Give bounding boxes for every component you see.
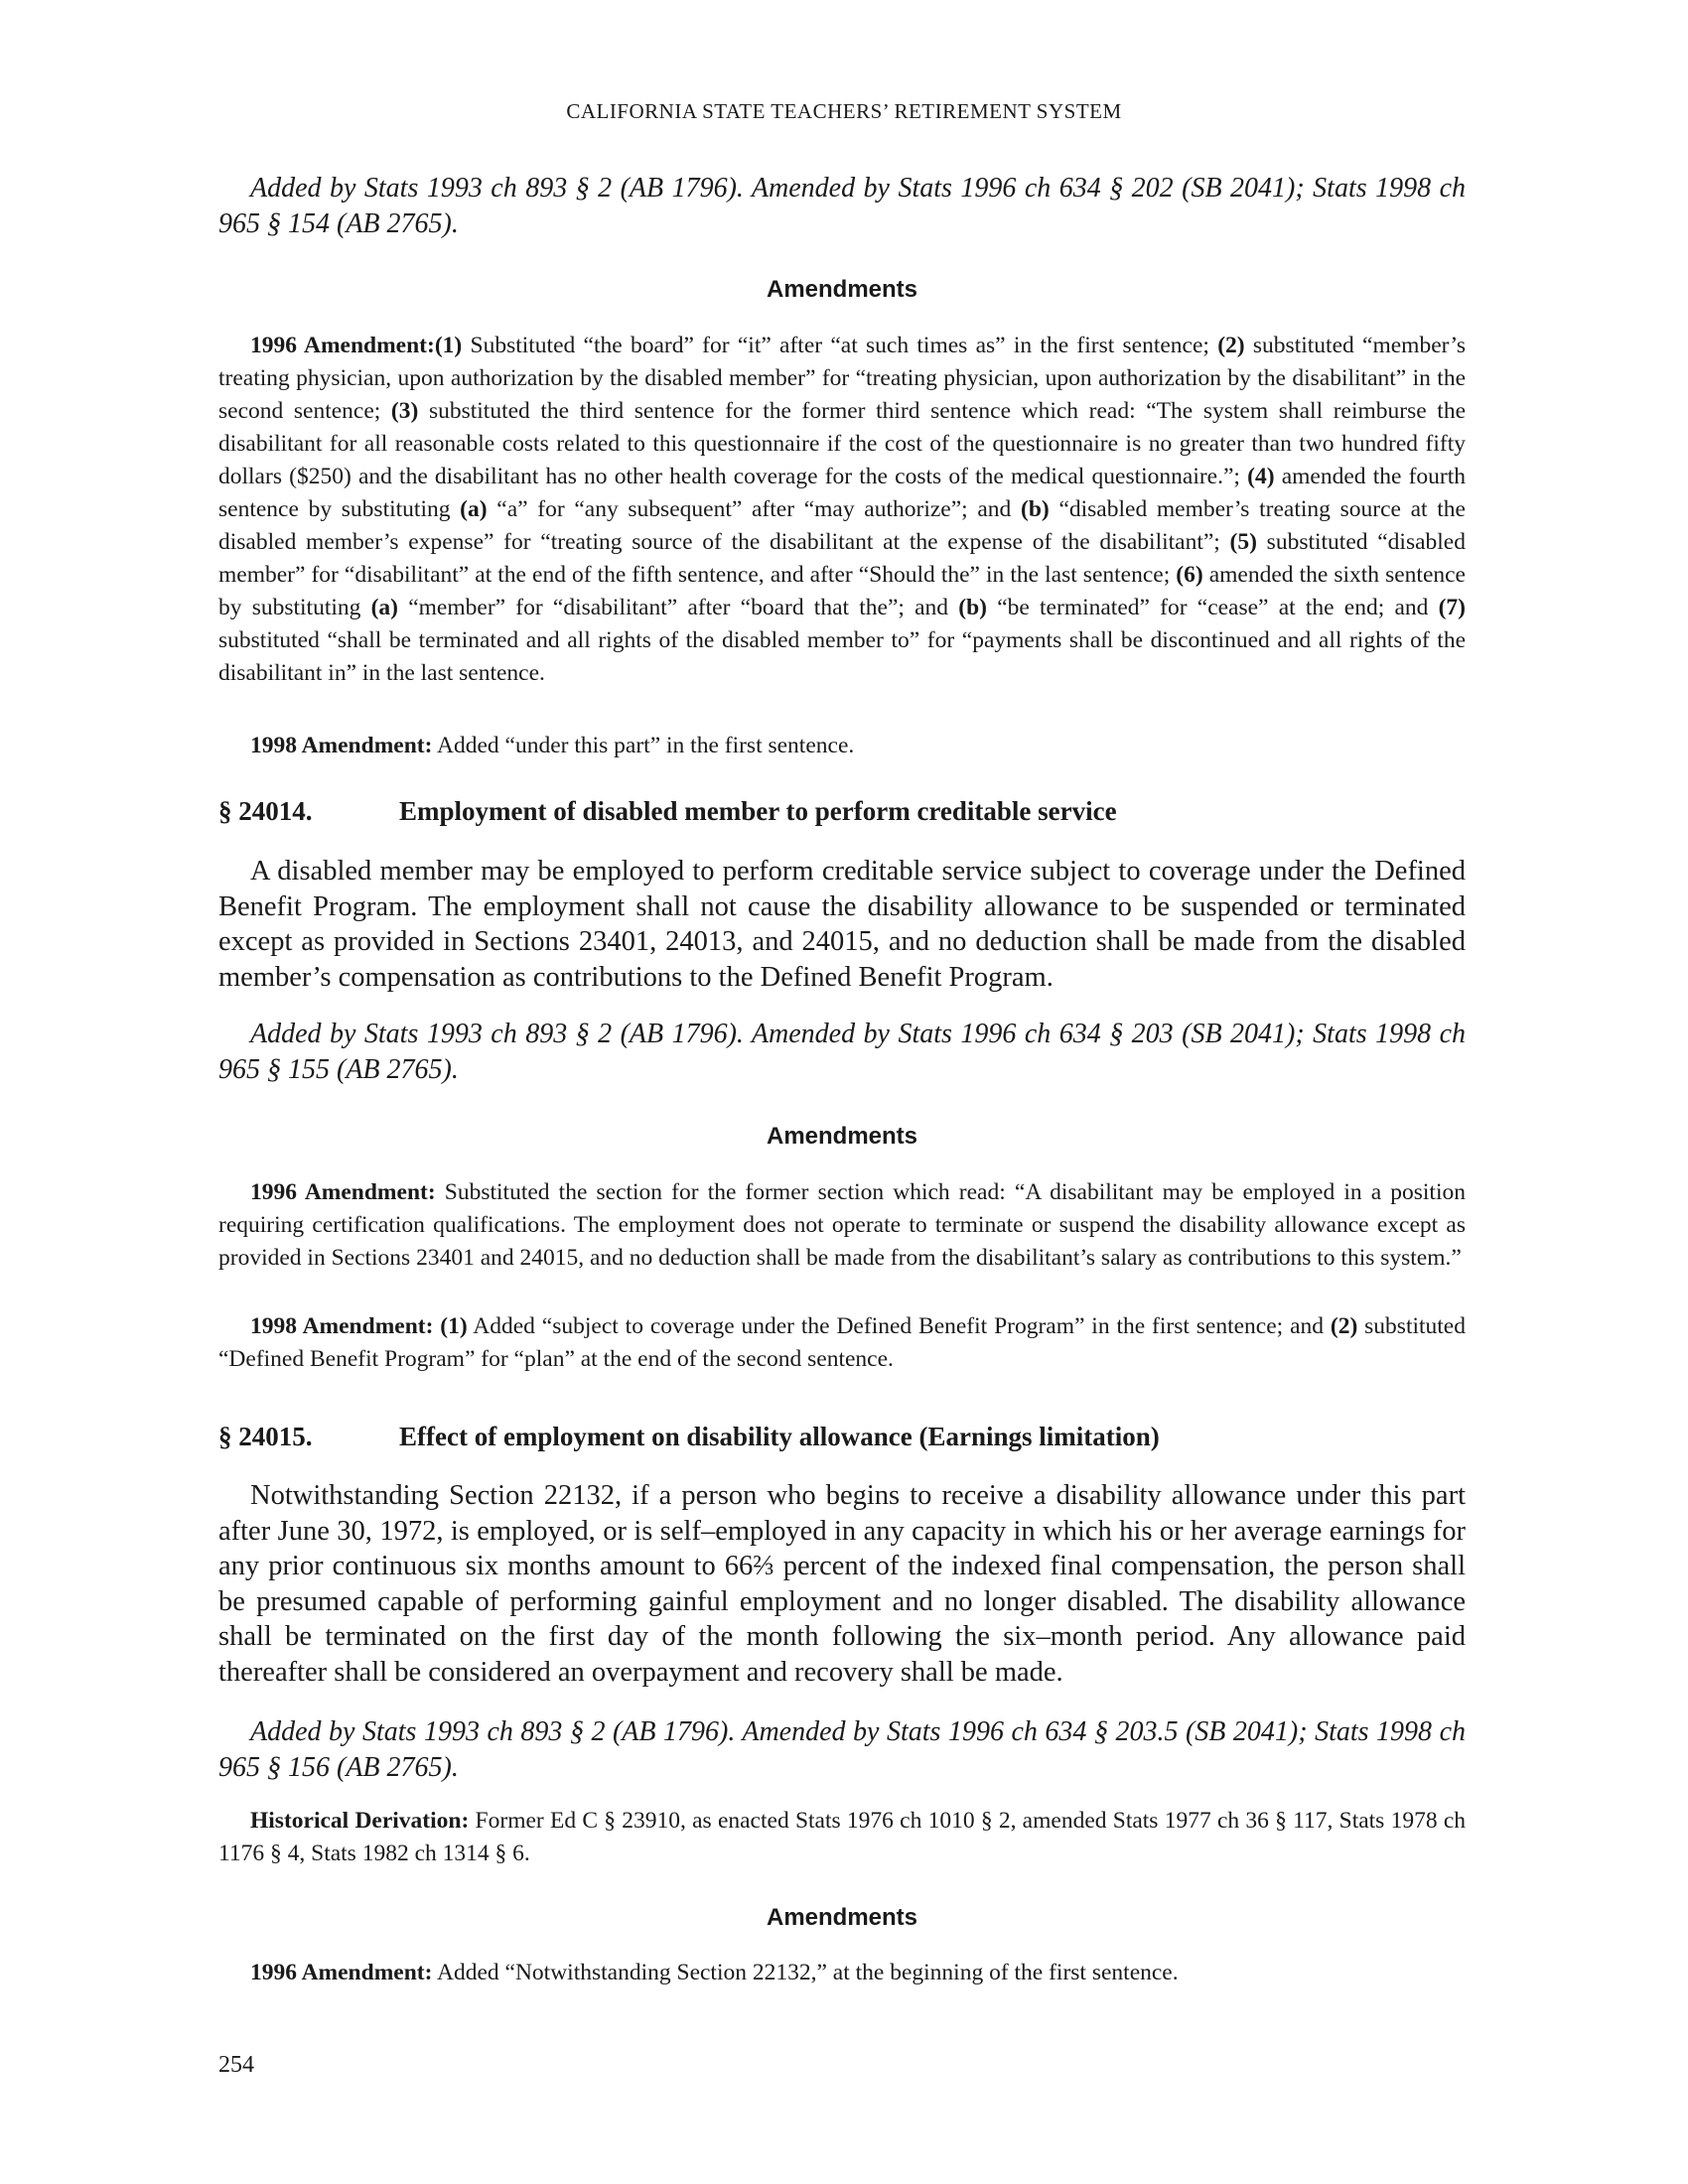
section-heading-24015 <box>218 1422 1466 1452</box>
enumerator: (b) <box>958 595 987 620</box>
section-body-24015: Notwithstanding Section 22132, if a person who begins to receive a disability allowance under this part after June 30, 1972, is employed, or is self–employed in any capacity in which his or her average earnings for any prior continuous six months amount to 66⅔ percent of the indexed final compensation, the person shall be presumed capable of performing gainful employment and no longer disabled. The disability allowance shall be terminated on the first day of the month following the six–month period. Any allowance paid thereafter shall be considered an overpayment and recovery shall be made. <box>218 1480 1466 1688</box>
enumerator: (2) <box>1217 333 1245 358</box>
enumerator: (7) <box>1438 595 1466 620</box>
amendment-text: (1) Added “subject to coverage under the Defined Benefit Program” in the first sentence; and (2) substituted “Defined Benefit Program” for “plan” at the end of the second sentence. <box>218 1313 1466 1372</box>
amendment-label: 1998 Amendment: <box>250 1313 434 1339</box>
running-head: CALIFORNIA STATE TEACHERS’ RETIREMENT SYSTEM <box>566 99 1122 123</box>
amendments-heading: Amendments <box>766 1904 918 1931</box>
page-number: 254 <box>218 2052 254 2078</box>
amendment-text: (1) Substituted “the board” for “it” after “at such times as” in the first sentence; (2) substituted “member’s treating physician, upon authorization by the disabled member” for “treating physician, upon authorization by the disabilitant” in the second sentence; (3) substituted the third sentence for the former third sentence which read: “The system shall reimburse the disabilitant for all reasonable costs related to this questionnaire if the cost of the questionnaire is no greater than two hundred fifty dollars ($250) and the disabilitant has no other health coverage for the costs of the medical questionnaire.”; (4) amended the fourth sentence by substituting (a) “a” for “any subsequent” after “may authorize”; and (b) “disabled member’s treating source at the disabled member’s expense” for “treating source of the disabilitant at the expense of the disabilitant”; (5) substituted “disabled member” for “disabilitant” at the end of the fifth sentence, and after “Should the” in the last sentence; (6) amended the sixth sentence by substituting (a) “member” for “disabilitant” after “board that the”; and (b) “be terminated” for “cease” at the end; and (7) substituted “shall be terminated and all rights of the disabled member to” for “payments shall be discontinued and all rights of the disabilitant in” in the last sentence. <box>218 333 1467 686</box>
amendments-heading: Amendments <box>766 1123 918 1150</box>
enumerator: (1) <box>434 333 463 358</box>
amendment-1998 <box>218 730 1466 762</box>
amendment-label: 1996 Amendment: <box>250 1179 436 1205</box>
historical-label: Historical Derivation: <box>250 1808 470 1834</box>
historical-derivation <box>218 1805 1466 1870</box>
enumerator: (a) <box>370 595 399 620</box>
citation-24014: Added by Stats 1993 ch 893 § 2 (AB 1796). Amended by Stats 1996 ch 634 § 203 (SB 2041); Stats 1998 ch 965 § 155 (AB 2765). <box>218 1019 1466 1085</box>
historical-text: Former Ed C § 23910, as enacted Stats 1976 ch 1010 § 2, amended Stats 1977 ch 36 § 117, Stats 1978 ch 1176 § 4, Stats 1982 ch 1314 § 6. <box>218 1808 1466 1866</box>
enumerator: (b) <box>1021 496 1050 522</box>
section-heading-24014 <box>218 796 1466 827</box>
section-number: § 24014. <box>218 796 313 826</box>
amendment-text: Substituted the section for the former section which read: “A disabilitant may be employed in a position requiring certification qualifications. The employment does not operate to terminate or suspend the disability allowance except as provided in Sections 23401 and 24015, and no deduction shall be made from the disabilitant’s salary as contributions to this system.” <box>218 1179 1466 1271</box>
enumerator: (1) <box>440 1313 468 1339</box>
enumerator: (a) <box>460 496 488 522</box>
amendment-text: Added “Notwithstanding Section 22132,” at the beginning of the first sentence. <box>432 1960 1179 1985</box>
amendment-label: 1996 Amendment: <box>250 1960 433 1985</box>
section-title: Employment of disabled member to perform creditable service <box>399 796 1117 826</box>
amendment-1996 <box>218 1957 1466 1989</box>
enumerator: (5) <box>1229 529 1257 555</box>
amendment-label: 1996 Amendment: <box>250 333 435 358</box>
section-title: Effect of employment on disability allowance (Earnings limitation) <box>399 1422 1160 1451</box>
section-number: § 24015. <box>218 1422 313 1451</box>
enumerator: (4) <box>1247 464 1275 489</box>
enumerator: (2) <box>1330 1313 1358 1339</box>
section-body-24014: A disabled member may be employed to perform creditable service subject to coverage under the Defined Benefit Program. The employment shall not cause the disability allowance to be suspended or terminated except as provided in Sections 23401, 24013, and 24015, and no deduction shall be made from the disabled member’s compensation as contributions to the Defined Benefit Program. <box>218 856 1466 993</box>
enumerator: (6) <box>1176 562 1203 588</box>
amendment-1996 <box>218 1176 1466 1275</box>
amendment-label: 1998 Amendment: <box>250 733 433 758</box>
citation-24015: Added by Stats 1993 ch 893 § 2 (AB 1796). Amended by Stats 1996 ch 634 § 203.5 (SB 2041); Stats 1998 ch 965 § 156 (AB 2765). <box>218 1716 1466 1783</box>
enumerator: (3) <box>390 398 419 424</box>
citation-24013: Added by Stats 1993 ch 893 § 2 (AB 1796). Amended by Stats 1996 ch 634 § 202 (SB 2041); Stats 1998 ch 965 § 154 (AB 2765). <box>218 173 1466 239</box>
amendments-heading: Amendments <box>766 276 918 303</box>
amendment-text: Added “under this part” in the first sentence. <box>432 733 855 758</box>
amendment-1998 <box>218 1310 1466 1376</box>
amendment-1996 <box>218 330 1466 690</box>
